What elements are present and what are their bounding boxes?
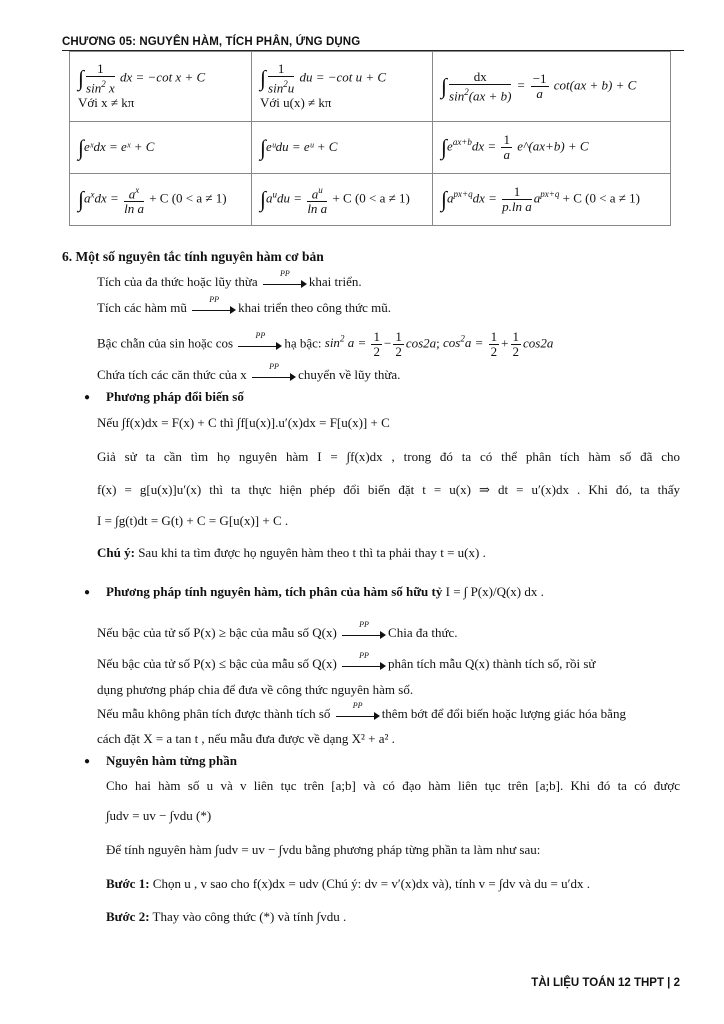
page-footer: TÀI LIỆU TOÁN 12 THPT | 2 (531, 977, 680, 989)
method-line (97, 620, 458, 641)
formula-cell: $\int a^udu$ = $\frac{a^u}{\text{ln a}}$ + C (0 < a ≠ 1) (252, 174, 433, 226)
chapter-header: CHƯƠNG 05: NGUYÊN HÀM, TÍCH PHÂN, ỨNG DỤNG (62, 36, 361, 48)
rule-text: chuyển về lũy thừa. (298, 367, 401, 382)
rule-line (97, 295, 392, 316)
arrow-label: PP (209, 295, 220, 305)
method-line: Để tính nguyên hàm ∫udv = uv − ∫vdu bằng phương pháp từng phần ta làm như sau: (106, 842, 541, 857)
formula-condition: + C (0 < a ≠ 1) (149, 190, 227, 206)
formula-cell: ∫ $\frac{1}{\sin^2 x}$ dx = −cot x + C Với x ≠ kπ (70, 52, 252, 122)
arrow-icon (263, 269, 307, 288)
method-text: Nếu mẫu không phân tích được thành tích số (97, 706, 331, 721)
formula-table (69, 51, 671, 226)
bullet-icon: ● (84, 587, 91, 598)
bullet-heading (106, 584, 544, 600)
arrow-icon (192, 295, 236, 314)
rule-line (97, 269, 362, 290)
method-formula: I = ∫ P(x)/Q(x) dx . (445, 584, 544, 599)
arrow-icon (342, 620, 386, 639)
method-line: ∫udv = uv − ∫vdu (*) (106, 808, 212, 823)
arrow-icon (252, 362, 296, 381)
formula-condition: Với x ≠ kπ (78, 95, 135, 111)
formula-cell: $\int a^xdx$ = $\frac{a^x}{\text{ln a}}$ + C (0 < a ≠ 1) (70, 174, 252, 226)
bullet-icon: ● (84, 756, 91, 767)
step-line (106, 876, 590, 892)
method-line: cách đặt X = a tan t , nếu mẫu đưa được về dạng X² + a² . (97, 731, 395, 746)
formula-text: eˣdx = eˣ + C (84, 138, 155, 154)
arrow-label: PP (359, 651, 369, 661)
method-text: Chia đa thức. (388, 625, 458, 640)
rule-text: khai triển. (308, 274, 362, 289)
rule-line: Bậc chẵn của sin hoặc cos PP hạ bậc: $\sin^2 a$ = $\frac{1}{2}$ − $\frac{1}{2}$ cos2a; $\cos^2a$ = $\frac{1}{2}$ + $\frac{1}{2}$ cos2a (97, 329, 554, 359)
step-label: Bước 2: (106, 909, 150, 924)
rule-text: hạ bậc: (284, 335, 322, 351)
arrow-icon (336, 701, 380, 720)
method-line (97, 701, 626, 722)
arrow-label: PP (280, 269, 290, 279)
method-text: thêm bớt để đổi biến hoặc lượng giác hóa bằng (381, 706, 626, 721)
arrow-label: PP (352, 701, 363, 711)
arrow-icon (342, 651, 386, 670)
step-label: Bước 1: (106, 876, 150, 891)
formula-cell: ∫eᵘdu = eᵘ + C (252, 122, 433, 174)
rule-text: Chứa tích các căn thức của x (97, 367, 247, 382)
note-text: Sau khi ta tìm được họ nguyên hàm theo t thì ta phải thay t = u(x) . (138, 545, 486, 560)
method-line: Cho hai hàm số u và v liên tục trên [a;b] và có đạo hàm liên tục trên [a;b]. Khi đó ta có được (106, 778, 680, 793)
method-line: f(x) = g[u(x)]u′(x) thì ta thực hiện phép đổi biến đặt t = u(x) ⇒ dt = u′(x)dx . Khi đó, ta thấy (97, 482, 680, 497)
note-line (97, 545, 486, 561)
formula-cell: ∫ $\frac{dx}{\sin^2(ax + b)}$ = $\frac{-1}{a}$ cot(ax + b) + C (433, 52, 671, 122)
step-text: Chọn u , v sao cho f(x)dx = udv (Chú ý: dv = v′(x)dx và), tính v = ∫dv và du = u′dx . (152, 876, 590, 891)
method-line: Giả sử ta cần tìm họ nguyên hàm I = ∫f(x)dx , trong đó ta có thể phân tích hàm số đã cho (97, 449, 680, 464)
formula-condition: Với u(x) ≠ kπ (260, 95, 332, 111)
bullet-title: Phương pháp đổi biến số (106, 389, 244, 404)
formula-condition: + C (0 < a ≠ 1) (562, 190, 641, 206)
rule-text: khai triển theo công thức mũ. (238, 300, 392, 315)
rule-text: Tích của đa thức hoặc lũy thừa (97, 274, 258, 289)
section-title: 6. Một số nguyên tắc tính nguyên hàm cơ bản (62, 249, 324, 264)
method-line: dụng phương pháp chia để đưa về công thức nguyên hàm số. (97, 682, 414, 697)
note-label: Chú ý: (97, 545, 135, 560)
formula-rhs: cot(ax + b) + C (553, 77, 637, 93)
formula-cell: ∫ $\frac{1}{\sin^2u}$ du = −cot u + C Với u(x) ≠ kπ (252, 52, 433, 122)
arrow-label: PP (255, 330, 266, 340)
formula-rhs: du = −cot u + C (299, 69, 387, 85)
method-line (97, 651, 596, 672)
formula-text: eᵘdu = eᵘ + C (266, 138, 338, 154)
method-text: Nếu bậc của tử số P(x) ≤ bậc của mẫu số Q(x) (97, 656, 337, 671)
method-line: I = ∫g(t)dt = G(t) + C = G[u(x)] + C . (97, 513, 289, 528)
rule-line (97, 362, 401, 383)
method-line: Nếu ∫f(x)dx = F(x) + C thì ∫f[u(x)].u′(x)dx = F[u(x)] + C (97, 415, 390, 430)
bullet-icon: ● (84, 392, 91, 403)
formula-cell: $\int e^{ax+b}dx$ = $\frac{1}{a}$ e^(ax+b) + C (433, 122, 671, 174)
formula-rhs: e^(ax+b) + C (517, 138, 589, 154)
method-text: Nếu bậc của tử số P(x) ≥ bậc của mẫu số Q(x) (97, 625, 337, 640)
method-text: phân tích mẫu Q(x) thành tích số, rồi sử (388, 656, 596, 671)
formula-rhs: dx = −cot x + C (119, 69, 206, 85)
rule-text: Tích các hàm mũ (97, 300, 187, 315)
rule-text: Bậc chẵn của sin hoặc cos (97, 335, 234, 351)
arrow-icon (238, 330, 282, 350)
step-text: Thay vào công thức (*) và tính ∫vdu . (152, 909, 347, 924)
step-line (106, 909, 346, 925)
formula-condition: + C (0 < a ≠ 1) (332, 190, 410, 206)
arrow-label: PP (269, 362, 279, 372)
formula-cell: $\int a^{px+q}dx$ = $\frac{1}{\text{p.ln a}}$ $a^{px+q} + C$ (0 < a ≠ 1) (433, 174, 671, 226)
bullet-title: Phương pháp tính nguyên hàm, tích phân của hàm số hữu tỷ (106, 584, 443, 599)
formula-cell: ∫eˣdx = eˣ + C (70, 122, 252, 174)
bullet-title: Nguyên hàm từng phần (106, 753, 237, 768)
arrow-label: PP (359, 620, 369, 630)
